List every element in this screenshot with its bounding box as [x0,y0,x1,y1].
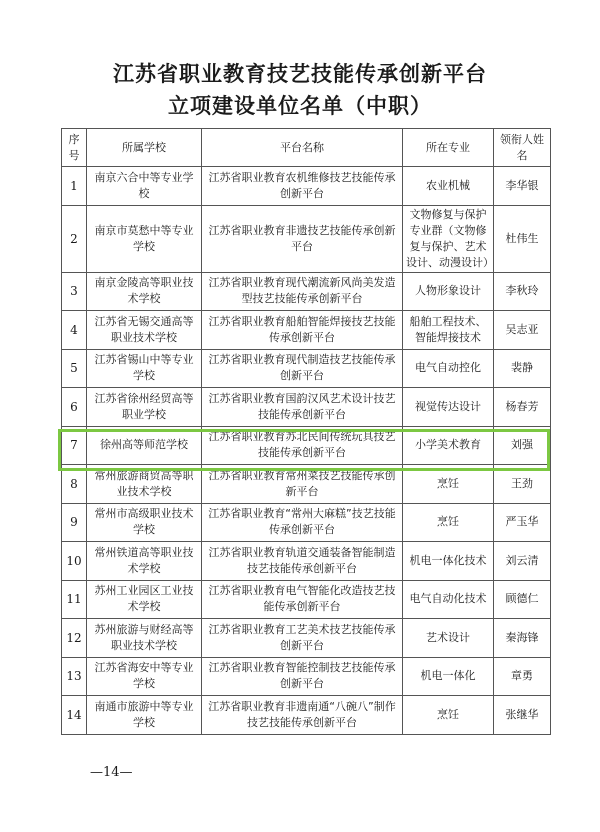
cell-platform: 江苏省职业教育现代潮流新风尚美发造型技艺技能传承创新平台 [202,272,403,311]
cell-school: 江苏省锡山中等专业学校 [87,349,202,388]
table-row [62,580,551,619]
table-body [62,167,551,735]
cell-major: 烹饪 [403,696,494,735]
cell-school: 江苏省海安中等专业学校 [87,657,202,696]
cell-platform: 江苏省职业教育工艺美术技艺技能传承创新平台 [202,619,403,658]
page-number: —14— [90,765,133,780]
cell-platform: 江苏省职业教育轨道交通装备智能制造技艺技能传承创新平台 [202,542,403,581]
cell-seq: 7 [62,426,87,465]
cell-leader: 李秋玲 [494,272,551,311]
cell-platform: 江苏省职业教育智能控制技艺技能传承创新平台 [202,657,403,696]
cell-major: 机电一体化 [403,657,494,696]
cell-leader: 刘云清 [494,542,551,581]
header-school: 所属学校 [87,129,202,167]
cell-school: 南京市莫愁中等专业学校 [87,205,202,272]
cell-school: 江苏省无锡交通高等职业技术学校 [87,311,202,350]
cell-school: 苏州旅游与财经高等职业技术学校 [87,619,202,658]
cell-school: 苏州工业园区工业技术学校 [87,580,202,619]
cell-major: 电气自动化技术 [403,580,494,619]
cell-platform: 江苏省职业教育“常州大麻糕”技艺技能传承创新平台 [202,503,403,542]
cell-school: 南通市旅游中等专业学校 [87,696,202,735]
cell-leader: 王劲 [494,465,551,504]
cell-seq: 12 [62,619,87,658]
header-seq: 序号 [62,129,87,167]
cell-major: 人物形象设计 [403,272,494,311]
cell-school: 常州铁道高等职业技术学校 [87,542,202,581]
cell-leader: 杜伟生 [494,205,551,272]
cell-leader: 吴志亚 [494,311,551,350]
cell-seq: 2 [62,205,87,272]
cell-leader: 张继华 [494,696,551,735]
cell-seq: 3 [62,272,87,311]
table-row [62,696,551,735]
cell-major: 艺术设计 [403,619,494,658]
cell-seq: 11 [62,580,87,619]
cell-leader: 李华银 [494,167,551,206]
cell-seq: 9 [62,503,87,542]
cell-major: 视觉传达设计 [403,388,494,427]
cell-platform: 江苏省职业教育苏北民间传统玩具技艺技能传承创新平台 [202,426,403,465]
cell-school: 江苏省徐州经贸高等职业学校 [87,388,202,427]
cell-seq: 5 [62,349,87,388]
table-row [62,465,551,504]
table-row [62,311,551,350]
table-row-highlighted [62,426,551,465]
cell-platform: 江苏省职业教育国韵汉风艺术设计技艺技能传承创新平台 [202,388,403,427]
cell-school: 常州旅游商贸高等职业技术学校 [87,465,202,504]
cell-school: 南京六合中等专业学校 [87,167,202,206]
header-platform: 平台名称 [202,129,403,167]
cell-platform: 江苏省职业教育农机维修技艺技能传承创新平台 [202,167,403,206]
cell-school: 常州市高级职业技术学校 [87,503,202,542]
cell-major: 船舶工程技术、智能焊接技术 [403,311,494,350]
cell-major: 农业机械 [403,167,494,206]
cell-platform: 江苏省职业教育非遗南通“八碗八”制作技艺技能传承创新平台 [202,696,403,735]
document-title: 江苏省职业教育技艺技能传承创新平台 [113,61,487,86]
table-row [62,503,551,542]
table-row [62,167,551,206]
cell-leader: 裴静 [494,349,551,388]
cell-seq: 10 [62,542,87,581]
cell-leader: 顾德仁 [494,580,551,619]
roster-table [61,128,551,735]
table-row [62,657,551,696]
table-row [62,205,551,272]
cell-seq: 8 [62,465,87,504]
cell-major: 小学美术教育 [403,426,494,465]
cell-seq: 13 [62,657,87,696]
header-leader: 领衔人姓名 [494,129,551,167]
document-subtitle: 立项建设单位名单（中职） [168,93,432,118]
table-row [62,542,551,581]
cell-platform: 江苏省职业教育电气智能化改造技艺技能传承创新平台 [202,580,403,619]
cell-school: 南京金陵高等职业技术学校 [87,272,202,311]
cell-platform: 江苏省职业教育非遗技艺技能传承创新平台 [202,205,403,272]
table-row [62,619,551,658]
table-row [62,349,551,388]
cell-platform: 江苏省职业教育现代制造技艺技能传承创新平台 [202,349,403,388]
cell-leader: 严玉华 [494,503,551,542]
cell-major: 机电一体化技术 [403,542,494,581]
cell-seq: 14 [62,696,87,735]
cell-school: 徐州高等师范学校 [87,426,202,465]
cell-seq: 4 [62,311,87,350]
cell-major: 电气自动控化 [403,349,494,388]
cell-platform: 江苏省职业教育常州菜技艺技能传承创新平台 [202,465,403,504]
cell-major: 烹饪 [403,465,494,504]
cell-leader: 秦海锋 [494,619,551,658]
table-row [62,388,551,427]
table-header-row [62,129,551,167]
cell-major: 烹饪 [403,503,494,542]
cell-leader: 章勇 [494,657,551,696]
cell-seq: 1 [62,167,87,206]
header-major: 所在专业 [403,129,494,167]
cell-leader: 杨春芳 [494,388,551,427]
cell-major: 文物修复与保护专业群（文物修复与保护、艺术设计、动漫设计） [403,205,494,272]
cell-seq: 6 [62,388,87,427]
table-row [62,272,551,311]
cell-platform: 江苏省职业教育船舶智能焊接技艺技能传承创新平台 [202,311,403,350]
cell-leader: 刘强 [494,426,551,465]
